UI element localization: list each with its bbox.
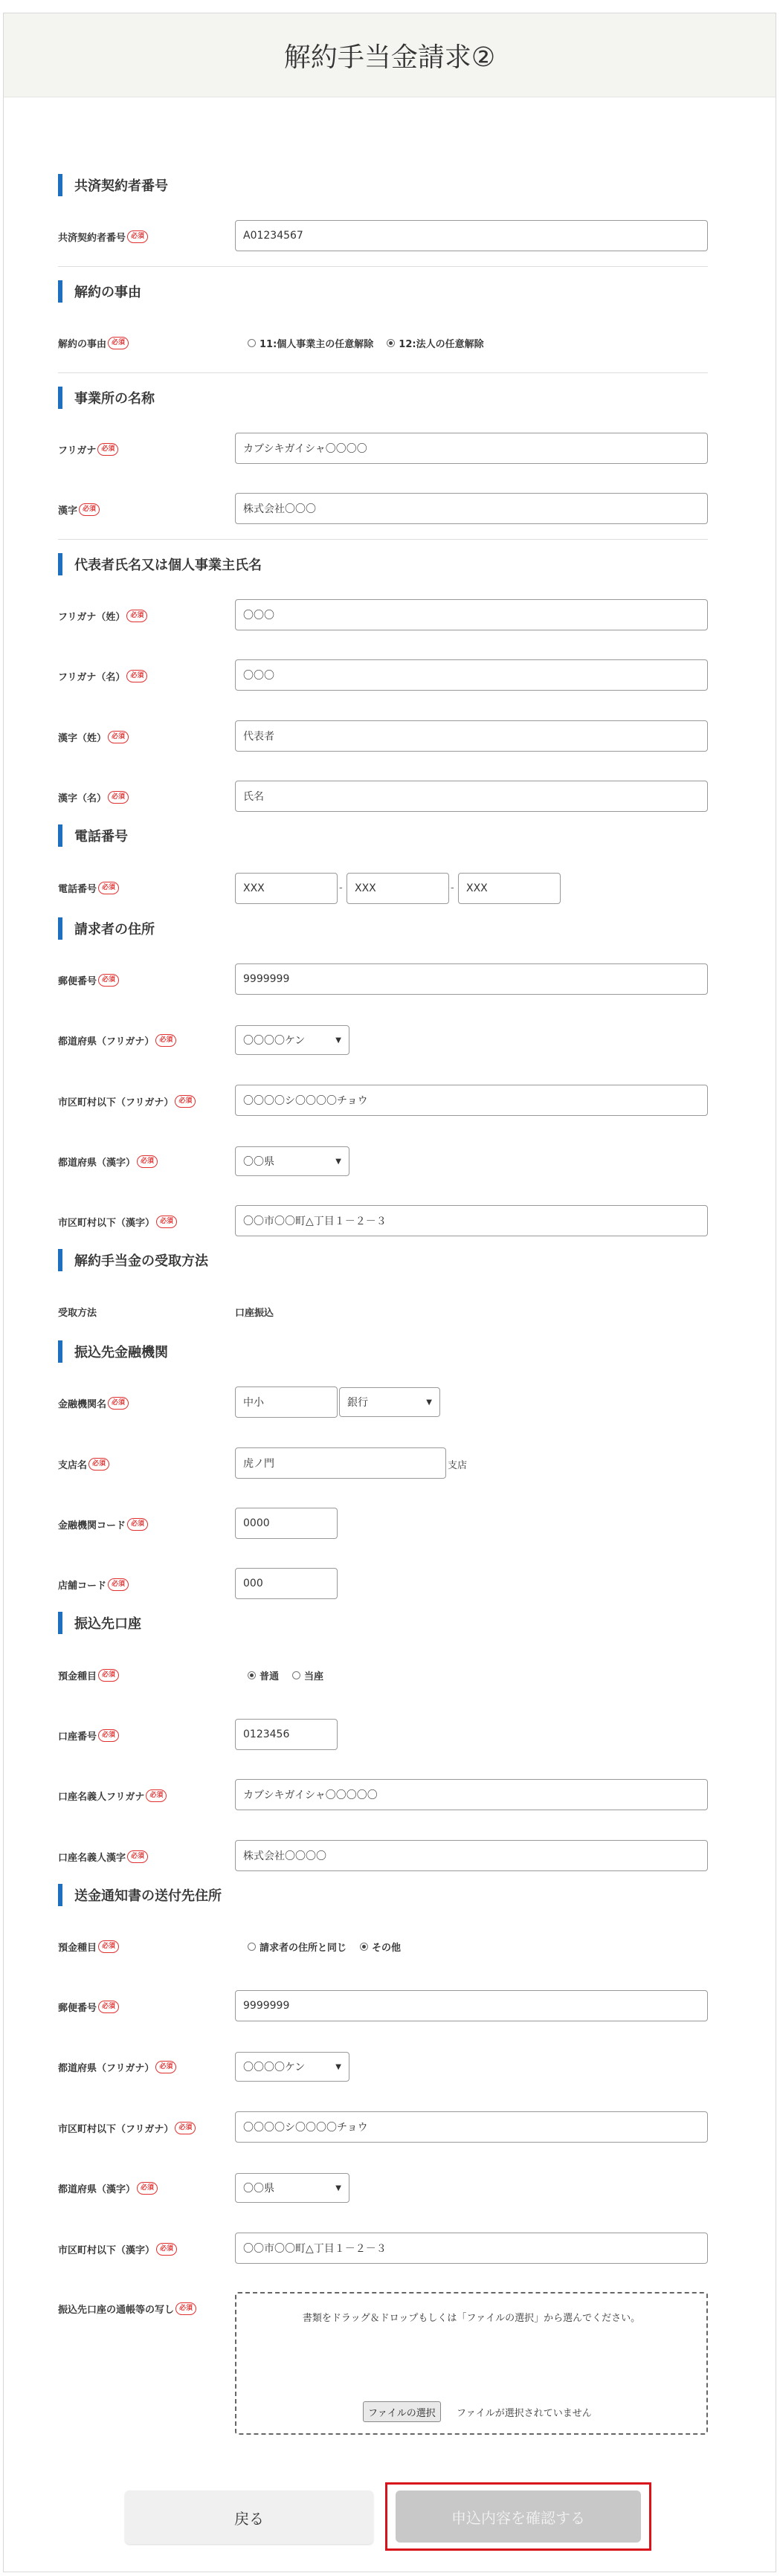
required-badge: 必須 [126, 670, 147, 682]
radio-selected-icon [387, 339, 395, 347]
section-notice-address: 送金通知書の送付先住所 [58, 1884, 222, 1906]
postal-input[interactable] [235, 963, 708, 995]
rep-kana-last-label: フリガナ（姓） 必須 [58, 607, 147, 624]
account-type-label: 預金種目 必須 [58, 1666, 119, 1684]
radio-selected-icon [360, 1943, 368, 1951]
branch-code-input[interactable] [235, 1568, 338, 1599]
branch-code-label: 店舗コード 必須 [58, 1575, 129, 1593]
office-kanji-input[interactable] [235, 493, 708, 524]
chevron-down-icon: ▼ [335, 1036, 341, 1045]
phone-part3-input[interactable] [458, 873, 561, 904]
divider [58, 372, 708, 373]
member-number-label: 共済契約者番号 必須 [58, 227, 148, 245]
receive-method-value: 口座振込 [235, 1307, 274, 1319]
chevron-down-icon: ▼ [335, 1157, 341, 1166]
notice-postal-input[interactable] [235, 1990, 708, 2021]
holder-kanji-label: 口座名義人漢字 必須 [58, 1847, 148, 1865]
section-address: 請求者の住所 [58, 917, 155, 940]
bank-name-input[interactable] [235, 1387, 338, 1418]
city-kanji-label: 市区町村以下（漢字） 必須 [58, 1213, 177, 1230]
notice-postal-label: 郵便番号 必須 [58, 1998, 119, 2015]
required-badge: 必須 [98, 974, 119, 987]
required-badge: 必須 [127, 1518, 148, 1531]
pref-kanji-label: 都道府県（漢字） 必須 [58, 1152, 158, 1170]
rep-kanji-first-input[interactable] [235, 781, 708, 812]
required-badge: 必須 [156, 1216, 177, 1228]
section-office-name: 事業所の名称 [58, 387, 155, 409]
notice-city-kana-label: 市区町村以下（フリガナ） 必須 [58, 2119, 196, 2137]
required-badge: 必須 [108, 731, 129, 743]
required-badge: 必須 [108, 337, 129, 349]
account-type-radio-group [248, 1666, 323, 1684]
rep-kana-first-label: フリガナ（名） 必須 [58, 667, 147, 685]
account-type-option-futsu[interactable]: 普通 [248, 1668, 279, 1682]
city-kana-input[interactable] [235, 1085, 708, 1116]
required-badge: 必須 [98, 1940, 119, 1953]
notice-pref-kanji-label: 都道府県（漢字） 必須 [58, 2179, 158, 2197]
pref-kana-label: 都道府県（フリガナ） 必須 [58, 1031, 176, 1049]
required-badge: 必須 [108, 1578, 129, 1591]
notice-pref-kana-select[interactable]: 〇〇〇〇ケン ▼ [235, 2052, 349, 2082]
branch-label: 支店名 必須 [58, 1455, 109, 1473]
notice-pref-kana-label: 都道府県（フリガナ） 必須 [58, 2058, 176, 2076]
office-kana-input[interactable] [235, 433, 708, 464]
back-button[interactable]: 戻る [125, 2491, 373, 2544]
notice-city-kana-input[interactable] [235, 2111, 708, 2143]
holder-kana-input[interactable] [235, 1779, 708, 1810]
required-badge: 必須 [98, 2001, 119, 2013]
notice-option-other[interactable]: その他 [360, 1940, 401, 1954]
notice-pref-kanji-select[interactable]: 〇〇県 ▼ [235, 2173, 349, 2203]
rep-kana-first-input[interactable] [235, 659, 708, 691]
chevron-down-icon: ▼ [426, 1398, 432, 1407]
confirm-button[interactable]: 申込内容を確認する [396, 2491, 641, 2543]
section-account: 振込先口座 [58, 1612, 141, 1634]
page-header [4, 13, 776, 97]
no-file-text: ファイルが選択されていません [457, 2408, 592, 2419]
phone-label: 電話番号 必須 [58, 879, 119, 897]
account-type-option-toza[interactable]: 当座 [292, 1668, 323, 1682]
divider [58, 266, 708, 267]
required-badge: 必須 [108, 1397, 129, 1410]
office-kana-label: フリガナ 必須 [58, 440, 118, 458]
required-badge: 必須 [155, 1034, 176, 1047]
phone-part1-input[interactable] [235, 873, 338, 904]
required-badge: 必須 [127, 1850, 148, 1863]
account-number-input[interactable] [235, 1719, 338, 1750]
pref-kanji-select[interactable]: 〇〇県 ▼ [235, 1146, 349, 1176]
radio-icon [292, 1671, 300, 1679]
office-kanji-label: 漢字 必須 [58, 500, 100, 518]
file-dropzone[interactable] [235, 2292, 708, 2435]
page-title: 解約手当金請求② [283, 42, 496, 73]
receive-method-label: 受取方法 [58, 1307, 97, 1319]
phone-separator: - [339, 882, 343, 894]
required-badge: 必須 [98, 1669, 119, 1682]
file-select-button[interactable]: ファイルの選択 [363, 2401, 441, 2422]
rep-kanji-last-label: 漢字（姓） 必須 [58, 728, 129, 746]
required-badge: 必須 [155, 2061, 176, 2073]
bank-code-label: 金融機関コード 必須 [58, 1515, 148, 1533]
member-number-input[interactable] [235, 220, 708, 251]
required-badge: 必須 [137, 2182, 158, 2195]
holder-kanji-input[interactable] [235, 1840, 708, 1871]
divider [58, 539, 708, 540]
account-number-label: 口座番号 必須 [58, 1726, 119, 1744]
required-badge: 必須 [98, 882, 119, 894]
radio-selected-icon [248, 1671, 256, 1679]
section-phone: 電話番号 [58, 824, 128, 847]
postal-label: 郵便番号 必須 [58, 971, 119, 989]
required-badge: 必須 [98, 1729, 119, 1742]
required-badge: 必須 [175, 2302, 196, 2315]
radio-icon [248, 1943, 256, 1951]
section-member-number: 共済契約者番号 [58, 174, 168, 196]
chevron-down-icon: ▼ [335, 2183, 341, 2192]
rep-kanji-last-input[interactable] [235, 720, 708, 752]
city-kanji-input[interactable] [235, 1205, 708, 1236]
required-badge: 必須 [156, 2243, 177, 2256]
cancel-reason-option-11[interactable]: 11:個人事業主の任意解除 [248, 336, 373, 350]
holder-kana-label: 口座名義人フリガナ 必須 [58, 1786, 167, 1804]
city-kana-label: 市区町村以下（フリガナ） 必須 [58, 1092, 196, 1110]
required-badge: 必須 [175, 1095, 196, 1108]
rep-kana-last-input[interactable] [235, 599, 708, 630]
notice-option-same[interactable]: 請求者の住所と同じ [248, 1940, 347, 1954]
required-badge: 必須 [175, 2122, 196, 2134]
notice-city-kanji-label: 市区町村以下（漢字） 必須 [58, 2240, 177, 2258]
cancel-reason-option-12[interactable]: 12:法人の任意解除 [387, 336, 483, 350]
dropzone-instruction: 書類をドラッグ＆ドロップもしくは「ファイルの選択」から選んでください。 [302, 2313, 641, 2324]
section-bank: 振込先金融機関 [58, 1340, 168, 1363]
upload-label: 振込先口座の通帳等の写し 必須 [58, 2299, 196, 2317]
required-badge: 必須 [79, 503, 100, 516]
branch-input[interactable] [235, 1447, 446, 1479]
required-badge: 必須 [88, 1458, 109, 1471]
notice-type-label: 預金種目 必須 [58, 1937, 119, 1955]
pref-kana-select[interactable]: 〇〇〇〇ケン ▼ [235, 1025, 349, 1055]
cancel-reason-label: 解約の事由 必須 [58, 334, 129, 352]
bank-type-select[interactable]: 銀行 ▼ [339, 1387, 440, 1417]
rep-kanji-first-label: 漢字（名） 必須 [58, 788, 129, 806]
required-badge: 必須 [127, 230, 148, 243]
confirm-highlight [385, 2482, 651, 2551]
radio-icon [248, 339, 256, 347]
chevron-down-icon: ▼ [335, 2062, 341, 2071]
required-badge: 必須 [137, 1155, 158, 1168]
bank-code-input[interactable] [235, 1508, 338, 1539]
section-cancel-reason: 解約の事由 [58, 280, 141, 303]
notice-address-radio-group [248, 1937, 401, 1955]
section-receive-method: 解約手当金の受取方法 [58, 1249, 208, 1271]
required-badge: 必須 [108, 791, 129, 804]
required-badge: 必須 [146, 1789, 167, 1802]
required-badge: 必須 [126, 610, 147, 622]
required-badge: 必須 [97, 443, 118, 456]
notice-city-kanji-input[interactable] [235, 2233, 708, 2264]
branch-suffix: 支店 [448, 1460, 468, 1471]
phone-separator: - [451, 882, 454, 894]
section-representative: 代表者氏名又は個人事業主氏名 [58, 553, 262, 575]
phone-part2-input[interactable] [347, 873, 449, 904]
bank-name-label: 金融機関名 必須 [58, 1394, 129, 1412]
cancel-reason-radio-group [248, 334, 484, 352]
